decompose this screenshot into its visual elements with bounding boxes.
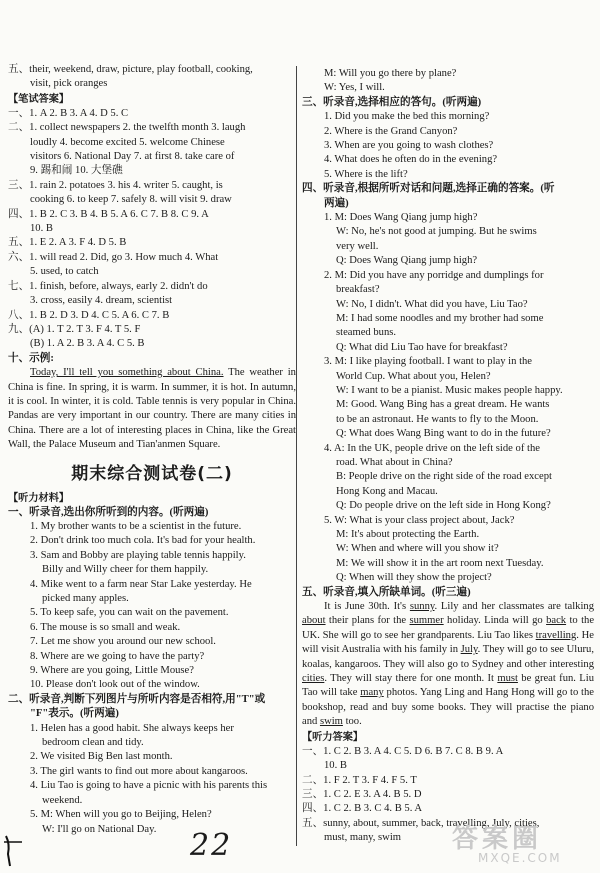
text-line: 2. M: Did you have any porridge and dumplings for [324,269,544,281]
left-answer-lines [8,63,296,366]
text-line: M: We will show it in the art room next Tuesday. [336,557,544,569]
text-line: 四、听录音,根据所听对话和问题,选择正确的答案。(听 [302,183,555,195]
text-line: road. What about in China? [336,456,453,468]
text-line: loudly 4. become excited 5. welcome Chinese [30,136,225,148]
text-line: 3. When are you going to wash clothes? [324,140,494,152]
text-line: 5. To keep safe, you can wait on the pavement. [30,607,229,619]
text-line: 一、1. A 2. B 3. A 4. D 5. C [8,107,129,119]
text-line: W: No, he's not good at jumping. But he swims [336,226,537,238]
fill-in-passage: It is June 30th. It's sunny. Lily and her classmates are talking about their plans for the summer holiday. Linda will go back to the UK. She will go to see her grandparents. Liu Tao likes travelling. He will visit Australia with his family in July. They will go to see Uluru, koalas, kangaroos. They will also go to Sydney and other interesting cities. They will stay there for one month. It must be great fun. Liu Tao will take many photos. Yang Ling and Hang Hong will go to the bookshop, read and buy some books. They will practise the piano and swim too. [302,601,595,728]
text-line: M: I had some noodles and my brother had some [336,312,544,324]
text-line: picked many apples. [42,593,129,604]
text-line: 4. Mike went to a farm near Star Lake yesterday. He [30,578,252,590]
text-line: 五、听录音,填入所缺单词。(听三遍) [302,586,471,598]
text-line: 2. Don't drink too much cola. It's bad for your health. [30,535,256,547]
text-line: 5. Where is the lift? [324,168,408,180]
text-line: bedroom clean and tidy. [42,737,144,749]
right-column [302,67,594,846]
text-line: W: I want to be a pianist. Music makes people happy. [336,384,563,396]
page-number: 22 [190,828,233,863]
text-line: 4. A: In the UK, people drive on the left side of the [324,442,540,454]
text-line: 3. Sam and Bobby are playing table tennis happily. [30,549,246,561]
text-line: 1. Helen has a good habit. She always keeps her [30,722,234,734]
sample-essay [8,366,296,452]
text-line: "F"表示。(听两遍) [30,708,119,720]
text-line: 10. B [30,223,53,235]
exam-title: 期末综合测试卷(二) [71,463,233,484]
text-line: 10. B [324,760,347,772]
blank-answer: swim [319,716,343,728]
text-line: to be an astronaut. He wants to fly to the Moon. [336,413,539,425]
text-line: breakfast? [336,284,380,296]
text-line: 9. 踢和闹 10. 大堡礁 [30,165,123,177]
text-line: 一、听录音,选出你所听到的内容。(听两遍) [8,506,209,518]
text-line: 八、1. B 2. D 3. D 4. C 5. A 6. C 7. B [8,309,170,321]
text-line: must, many, swim [324,832,402,844]
text-line: 九、(A) 1. T 2. T 3. F 4. T 5. F [8,323,141,335]
text-line: weekend. [42,794,83,806]
blank-answer: many [360,687,384,699]
text-line: World Cup. What about you, Helen? [336,370,491,382]
blank-answer: travelling [535,629,577,641]
text-line: 三、1. C 2. E 3. A 4. B 5. D [302,788,422,800]
text-line: 1. Did you make the bed this morning? [324,111,490,123]
text-line: 五、their, weekend, draw, picture, play football, cooking, [8,64,253,75]
text-line: 4. Liu Tao is going to have a picnic with his parents this [30,780,268,792]
text-line: 五、1. E 2. A 3. F 4. D 5. B [8,237,127,249]
text-line: 5. used, to catch [30,266,99,278]
text-line: 二、1. F 2. T 3. F 4. F 5. T [302,774,417,786]
text-line: 1. My brother wants to be a scientist in the future. [30,520,242,532]
text-line: visit, pick oranges [30,78,108,90]
left-column [8,63,296,837]
text-line: Billy and Willy cheer for them happily. [42,564,209,576]
text-line: Q: What did Liu Tao have for breakfast? [336,341,508,353]
text-line: M: It's about protecting the Earth. [336,529,480,540]
text-line: 10. Please don't look out of the window. [30,679,200,691]
text-line: B: People drive on the right side of the road except [336,471,552,483]
text-line: M: Will you go there by plane? [324,68,457,79]
watermark-sub: MXQE.COM [478,851,562,865]
text-line: cooking 6. to keep 7. safely 8. will visit 9. draw [30,194,232,206]
text-line: Q: What does Wang Bing want to do in the future? [336,428,551,440]
watermark-main: 答案圈 [452,824,543,854]
text-line: 四、1. C 2. B 3. C 4. B 5. A [302,803,423,815]
text-line: very well. [336,240,379,252]
watermark-logo [452,818,592,866]
text-line: 二、1. collect newspapers 2. the twelfth month 3. laugh [8,122,246,134]
text-line: 8. Where are we going to have the party? [30,650,205,662]
text-line: 2. Where is the Grand Canyon? [324,125,458,137]
text-line: W: When and where will you show it? [336,543,499,555]
text-line: 5. M: When will you go to Beijing, Helen? [30,809,212,821]
text-line: Q: Do people drive on the left side in Hong Kong? [336,500,551,512]
right-listening-lines [302,67,594,600]
blank-answer: July [460,644,478,656]
text-line: 三、听录音,选择相应的答句。(听两遍) [302,96,482,108]
text-line: 6. The mouse is so small and weak. [30,621,181,633]
text-line: 一、1. C 2. B 3. A 4. C 5. D 6. B 7. C 8. B 9. A [302,745,504,757]
text-line: 7. Let me show you around our new school. [30,636,216,648]
listening-answers-header: 【听力答案】 [302,731,364,743]
listening-material-lines [8,506,296,837]
text-line: 【笔试答案】 [8,93,70,105]
text-line: steamed buns. [336,327,397,339]
blank-answer: about [302,615,326,627]
text-line: 5. W: What is your class project about, Jack? [324,514,515,526]
text-line: 三、1. rain 2. potatoes 3. his 4. writer 5. caught, is [8,179,223,191]
corner-mark [0,832,26,868]
blank-answer: summer [409,615,444,627]
text-line: 六、1. will read 2. Did, go 3. How much 4. What [8,251,219,263]
text-line: visitors 6. National Day 7. at first 8. take care of [30,151,235,163]
text-line: 1. M: Does Wang Qiang jump high? [324,212,478,224]
text-line: Q: When will they show the project? [336,572,492,584]
essay-body: The weather in China is fine. In spring, it is warm. In summer, it is hot. In autumn, it is cool. In winter, it is cold. Table tennis is very popular in China. Pandas are very important in our country. There are many cities in China. There are a lot of interesting places in China, like the Great Wall, the Palace Museum and Tian'anmen Square. [8,367,296,451]
blank-answer: cities [302,673,325,685]
blank-answer: sunny [409,601,435,613]
listening-material-header: 【听力材料】 [8,492,70,504]
text-line: 十、示例: [8,352,54,364]
essay-opening-sentence: Today, I'll tell you something about China. [30,367,224,379]
blank-answer: back [546,615,567,627]
text-line: 二、听录音,判断下列图片与所听内容是否相符,用"T"或 [8,693,266,705]
text-line: 3. The girl wants to find out more about kangaroos. [30,765,248,777]
text-line: 五、sunny, about, summer, back, travelling, July, cities, [302,817,540,829]
text-line: Q: Does Wang Qiang jump high? [336,255,478,267]
column-divider [296,66,297,846]
text-line: M: Good. Wang Bing has a great dream. He wants [336,399,550,411]
text-line: 两遍) [324,197,349,209]
text-line: 9. Where are you going, Little Mouse? [30,665,194,677]
text-line: W: I'll go on National Day. [42,823,157,835]
text-line: 4. What does he often do in the evening? [324,154,498,166]
text-line: Hong Kong and Macau. [336,485,438,497]
text-line: W: Yes, I will. [324,82,385,94]
text-line: 3. cross, easily 4. dream, scientist [30,295,173,307]
text-line: 四、1. B 2. C 3. B 4. B 5. A 6. C 7. B 8. C 9. A [8,208,209,220]
text-line: 2. We visited Big Ben last month. [30,751,173,763]
text-line: (B) 1. A 2. B 3. A 4. C 5. B [30,338,145,350]
text-line: 七、1. finish, before, always, early 2. didn't do [8,280,208,292]
text-line: W: No, I didn't. What did you have, Liu Tao? [336,298,528,310]
text-line: 3. M: I like playing football. I want to play in the [324,356,533,368]
blank-answer: must [497,673,518,685]
